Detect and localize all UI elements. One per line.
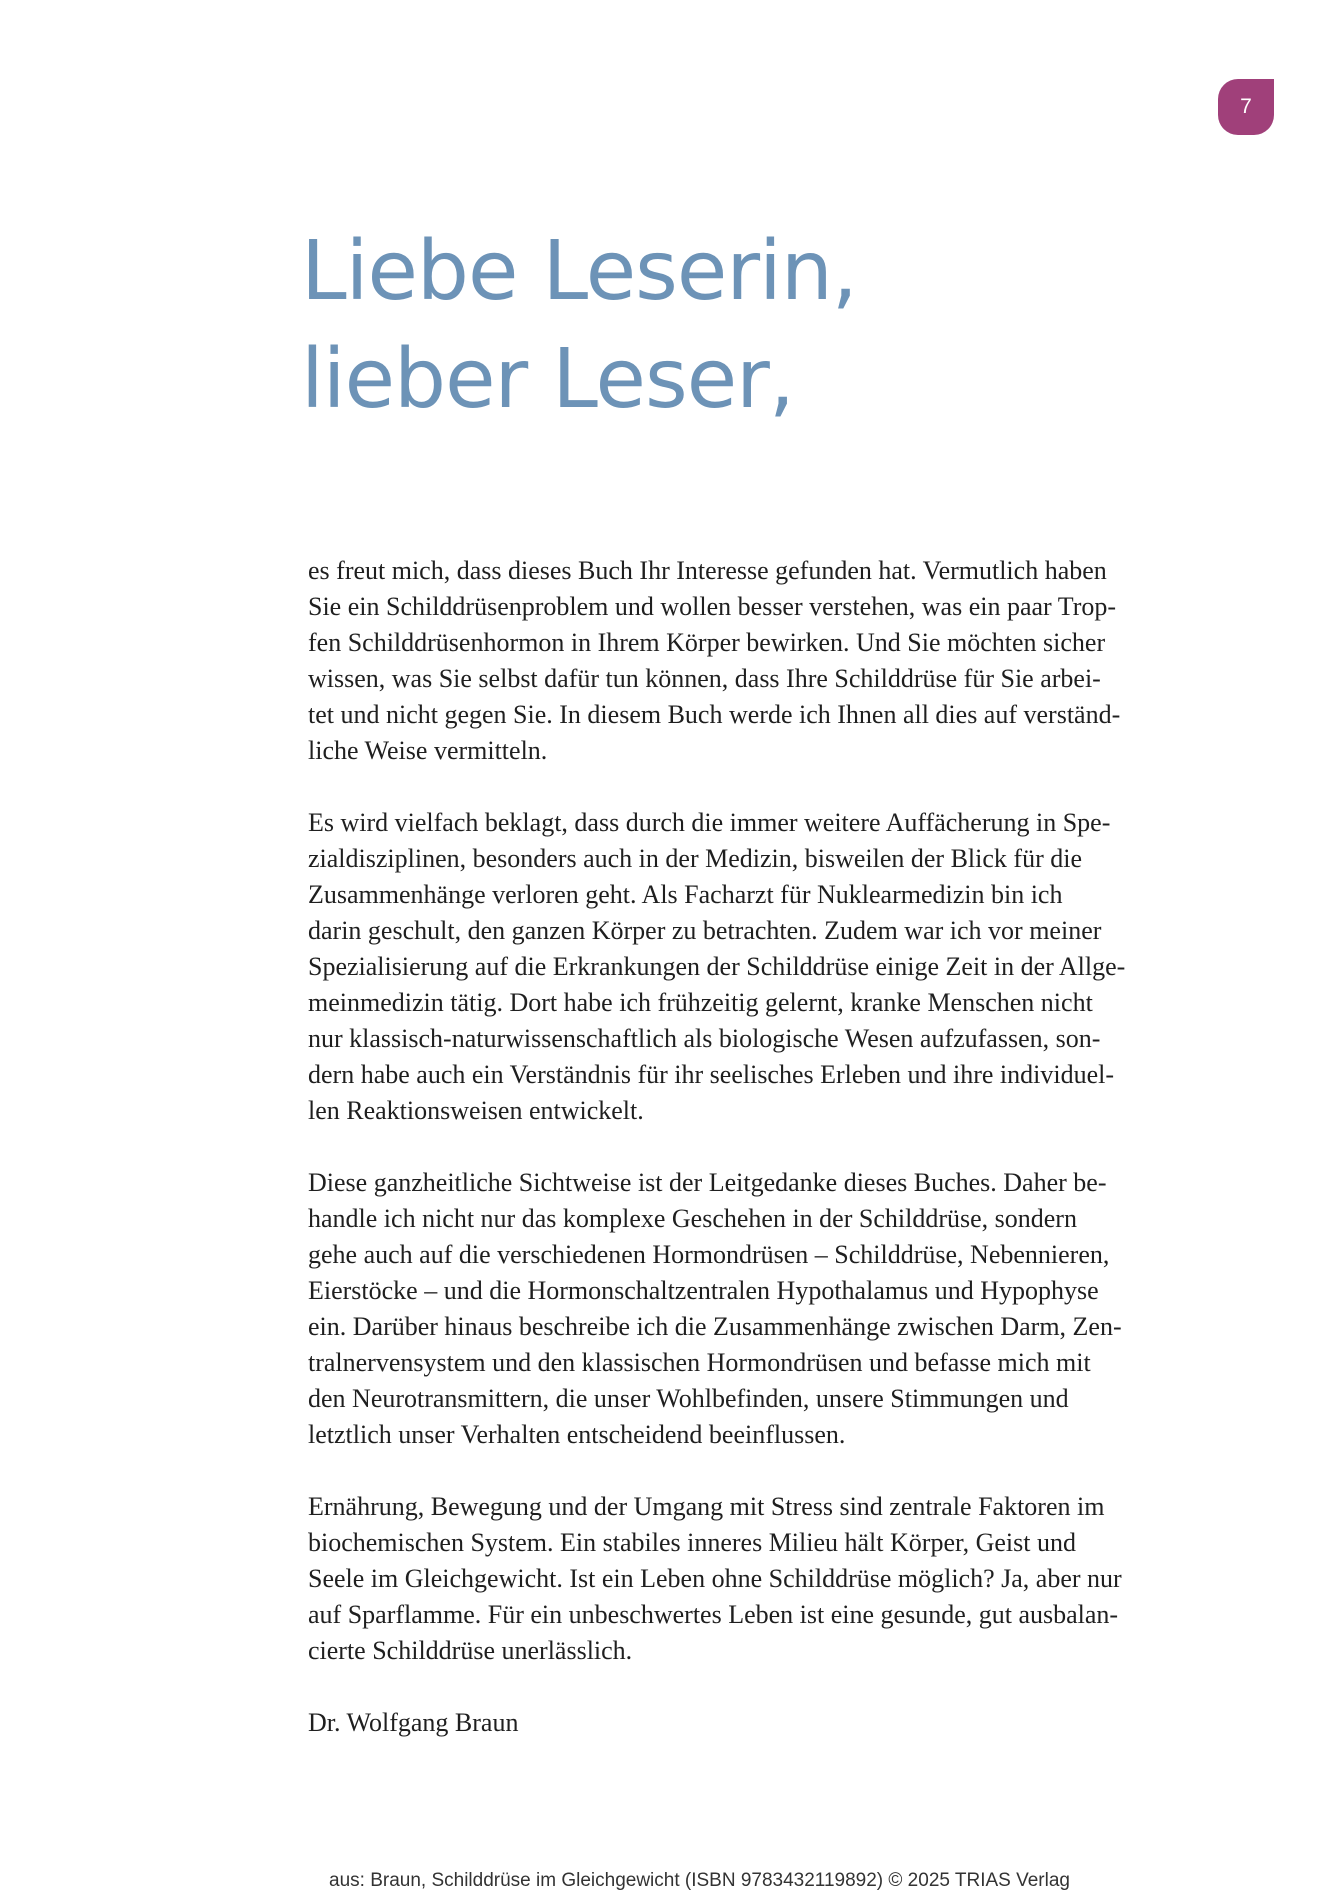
page-number-badge: 7 [1218, 79, 1274, 135]
text-line: biochemischen System. Ein stabiles inneres Milieu hält Körper, Geist und [308, 1528, 1076, 1557]
text-line: Seele im Gleichgewicht. Ist ein Leben ohne Schilddrüse möglich? Ja, aber nur [308, 1564, 1122, 1593]
text-line: fen Schilddrüsenhormon in Ihrem Körper bewirken. Und Sie möchten sicher [308, 628, 1106, 657]
text-line: liche Weise vermitteln. [308, 736, 548, 765]
paragraph-2 [308, 805, 1208, 1129]
copyright-footer: aus: Braun, Schilddrüse im Gleichgewicht (ISBN 9783432119892) © 2025 TRIAS Verlag [329, 1870, 1070, 1891]
text-line: den Neurotransmittern, die unser Wohlbefinden, unsere Stimmungen und [308, 1384, 1069, 1413]
text-line: cierte Schilddrüse unerlässlich. [308, 1636, 633, 1665]
text-line: Ernährung, Bewegung und der Umgang mit Stress sind zentrale Faktoren im [308, 1492, 1105, 1521]
text-line: Es wird vielfach beklagt, dass durch die immer weitere Auffächerung in Spe- [308, 808, 1111, 837]
text-line: Diese ganzheitliche Sichtweise ist der Leitgedanke dieses Buches. Daher be- [308, 1168, 1107, 1197]
title-line-2: lieber Leser, [301, 332, 794, 427]
text-line: tet und nicht gegen Sie. In diesem Buch werde ich Ihnen all dies auf verständ- [308, 700, 1121, 729]
title-line-1: Liebe Leserin, [301, 224, 857, 319]
text-line: tralnervensystem und den klassischen Hormondrüsen und befasse mich mit [308, 1348, 1091, 1377]
text-line: letztlich unser Verhalten entscheidend beeinflussen. [308, 1420, 846, 1449]
text-line: auf Sparflamme. Für ein unbeschwertes Leben ist eine gesunde, gut ausbalan- [308, 1600, 1119, 1629]
paragraph-1 [308, 553, 1208, 769]
text-line: ein. Darüber hinaus beschreibe ich die Zusammenhänge zwischen Darm, Zen- [308, 1312, 1122, 1341]
text-line: wissen, was Sie selbst dafür tun können, dass Ihre Schilddrüse für Sie arbei- [308, 664, 1101, 693]
text-line: Sie ein Schilddrüsenproblem und wollen besser verstehen, was ein paar Trop- [308, 592, 1117, 621]
letter-body [308, 553, 1208, 1777]
text-line: darin geschult, den ganzen Körper zu betrachten. Zudem war ich vor meiner [308, 916, 1102, 945]
text-line: meinmedizin tätig. Dort habe ich frühzeitig gelernt, kranke Menschen nicht [308, 988, 1093, 1017]
text-line: gehe auch auf die verschiedenen Hormondrüsen – Schilddrüse, Nebennieren, [308, 1240, 1110, 1269]
text-line: zialdisziplinen, besonders auch in der Medizin, bisweilen der Blick für die [308, 844, 1082, 873]
text-line: dern habe auch ein Verständnis für ihr seelisches Erleben und ihre individuel- [308, 1060, 1114, 1089]
paragraph-4 [308, 1489, 1208, 1669]
text-line: Zusammenhänge verloren geht. Als Facharzt für Nuklearmedizin bin ich [308, 880, 1063, 909]
text-line: es freut mich, dass dieses Buch Ihr Interesse gefunden hat. Vermutlich haben [308, 556, 1107, 585]
paragraph-3 [308, 1165, 1208, 1453]
signature: Dr. Wolfgang Braun [308, 1708, 519, 1737]
page-title [301, 218, 1201, 434]
text-line: Spezialisierung auf die Erkrankungen der Schilddrüse einige Zeit in der Allge- [308, 952, 1126, 981]
text-line: len Reaktionsweisen entwickelt. [308, 1096, 644, 1125]
text-line: handle ich nicht nur das komplexe Geschehen in der Schilddrüse, sondern [308, 1204, 1077, 1233]
text-line: nur klassisch-naturwissenschaftlich als biologische Wesen aufzufassen, son- [308, 1024, 1101, 1053]
text-line: Eierstöcke – und die Hormonschaltzentralen Hypothalamus und Hypophyse [308, 1276, 1099, 1305]
